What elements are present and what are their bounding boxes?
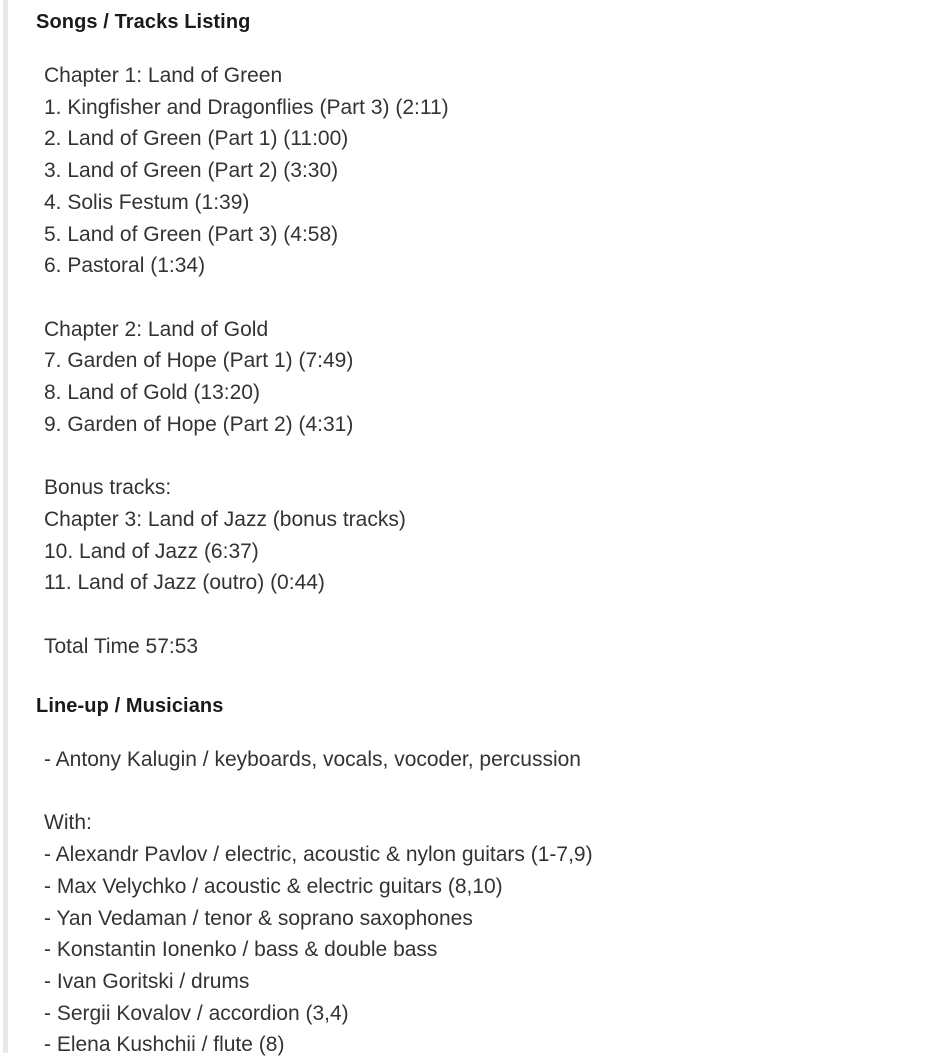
track-line: 5. Land of Green (Part 3) (4:58) bbox=[44, 222, 339, 246]
text-block bbox=[36, 472, 930, 599]
track-line: Bonus tracks: bbox=[44, 476, 172, 500]
track-line: 9. Garden of Hope (Part 2) (4:31) bbox=[44, 412, 354, 436]
track-line: 10. Land of Jazz (6:37) bbox=[44, 539, 259, 563]
track-line: 4. Solis Festum (1:39) bbox=[44, 190, 250, 214]
left-border-bar bbox=[3, 0, 8, 1053]
track-line: 1. Kingfisher and Dragonflies (Part 3) (2:11) bbox=[44, 95, 449, 119]
track-line: Chapter 3: Land of Jazz (bonus tracks) bbox=[44, 507, 406, 531]
musician-line: - Antony Kalugin / keyboards, vocals, vocoder, percussion bbox=[44, 748, 581, 771]
text-block bbox=[36, 60, 930, 282]
musician-line: - Yan Vedaman / tenor & soprano saxophones bbox=[44, 906, 473, 930]
track-line: 2. Land of Green (Part 1) (11:00) bbox=[44, 127, 349, 151]
text-block bbox=[36, 744, 930, 776]
text-block bbox=[36, 314, 930, 441]
text-block bbox=[36, 631, 930, 663]
tracks-listing-heading: Songs / Tracks Listing bbox=[36, 11, 251, 33]
track-line: 3. Land of Green (Part 2) (3:30) bbox=[44, 159, 339, 183]
tracks-listing bbox=[36, 60, 930, 662]
musician-line: - Konstantin Ionenko / bass & double bass bbox=[44, 938, 438, 962]
musician-line: - Alexandr Pavlov / electric, acoustic & nylon guitars (1-7,9) bbox=[44, 843, 593, 867]
track-line: 7. Garden of Hope (Part 1) (7:49) bbox=[44, 349, 354, 373]
musician-line: - Sergii Kovalov / accordion (3,4) bbox=[44, 1001, 349, 1025]
track-line: 8. Land of Gold (13:20) bbox=[44, 381, 260, 405]
track-line: 11. Land of Jazz (outro) (0:44) bbox=[44, 571, 325, 595]
track-line: Chapter 1: Land of Green bbox=[44, 64, 283, 87]
track-line: Chapter 2: Land of Gold bbox=[44, 317, 269, 341]
text-block bbox=[36, 807, 930, 1061]
musician-line: With: bbox=[44, 811, 92, 835]
track-line: 6. Pastoral (1:34) bbox=[44, 254, 206, 278]
lineup-listing bbox=[36, 744, 930, 1061]
musician-line: - Max Velychko / acoustic & electric guitars (8,10) bbox=[44, 874, 503, 898]
track-line: Total Time 57:53 bbox=[44, 634, 199, 658]
musician-line: - Elena Kushchii / flute (8) bbox=[44, 1033, 285, 1057]
musician-line: - Ivan Goritski / drums bbox=[44, 969, 250, 993]
lineup-heading: Line-up / Musicians bbox=[36, 695, 224, 717]
